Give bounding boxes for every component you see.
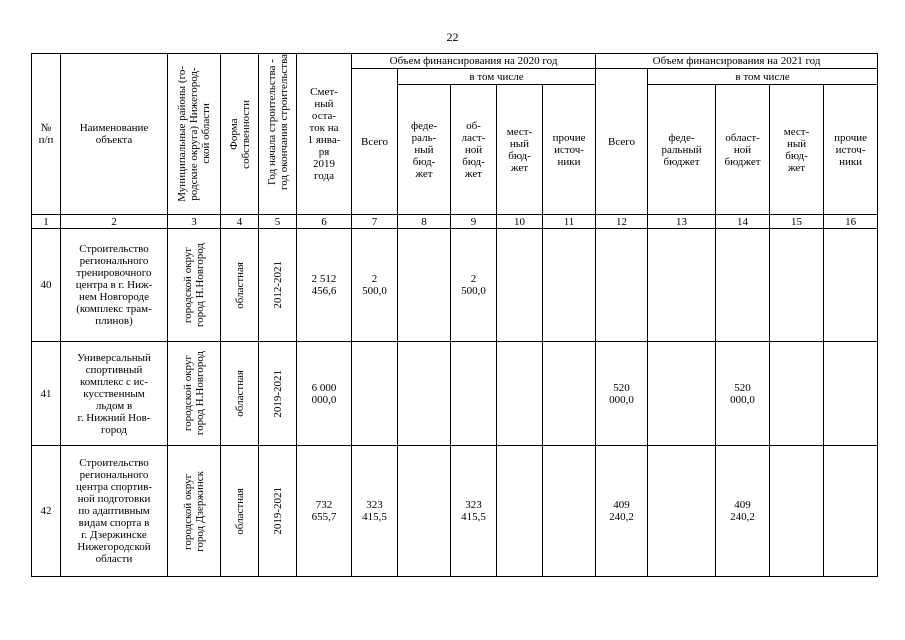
row-oth-2021 [824,229,878,342]
col-num: 9 [451,215,497,229]
header-fed-2020: феде- раль- ный бюд- жет [398,85,451,215]
row-years: 2019-2021 [259,342,297,446]
row-reg-2020: 2 500,0 [451,229,497,342]
col-num: 14 [716,215,770,229]
col-num: 3 [168,215,221,229]
row-loc-2020 [497,446,543,577]
row-years: 2019-2021 [259,446,297,577]
row-reg-2020: 323 415,5 [451,446,497,577]
header-total-2020: Всего [352,69,398,215]
row-ownership: областная [221,229,259,342]
header-total-2021: Всего [596,69,648,215]
col-num: 6 [297,215,352,229]
header-ownership: Форма собственности [221,54,259,215]
row-total-2020: 323 415,5 [352,446,398,577]
row-ownership: областная [221,446,259,577]
row-fed-2020 [398,229,451,342]
row-total-2021 [596,229,648,342]
row-total-2020 [352,342,398,446]
header-oth-2020: прочие источ- ники [543,85,596,215]
row-object-name: Строительство регионального центра спортив- ной подготовки по адаптивным видам спорта в г. Дзержинске Нижегородской области [61,446,168,577]
header-name: Наименование объекта [61,54,168,215]
row-no: 42 [32,446,61,577]
table-row [32,342,878,446]
col-num: 12 [596,215,648,229]
row-loc-2021 [770,446,824,577]
row-loc-2020 [497,229,543,342]
row-oth-2020 [543,229,596,342]
col-num: 8 [398,215,451,229]
row-fed-2021 [648,342,716,446]
row-no: 41 [32,342,61,446]
row-fed-2020 [398,342,451,446]
header-years: Год начала строительства - год окончания строительства [259,54,297,215]
header-incl-2020: в том числе [398,69,596,85]
row-oth-2021 [824,446,878,577]
row-total-2021: 409 240,2 [596,446,648,577]
header-oth-2021: прочие источ- ники [824,85,878,215]
header-no: № п/п [32,54,61,215]
row-district: городской округ город Н.Новгород [168,229,221,342]
col-num: 11 [543,215,596,229]
col-num: 10 [497,215,543,229]
row-loc-2020 [497,342,543,446]
row-ownership: областная [221,342,259,446]
col-num: 5 [259,215,297,229]
row-object-name: Универсальный спортивный комплекс с ис- кусственным льдом в г. Нижний Нов- город [61,342,168,446]
row-district: городской округ город Н.Новгород [168,342,221,446]
table-row [32,229,878,342]
row-oth-2020 [543,446,596,577]
row-no: 40 [32,229,61,342]
row-fed-2021 [648,446,716,577]
col-num: 4 [221,215,259,229]
row-oth-2020 [543,342,596,446]
row-object-name: Строительство регионального тренировочного центра в г. Ниж- нем Новгороде (комплекс трам- плинов) [61,229,168,342]
header-loc-2021: мест- ный бюд- жет [770,85,824,215]
row-total-2021: 520 000,0 [596,342,648,446]
col-num: 1 [32,215,61,229]
col-num: 15 [770,215,824,229]
col-num: 13 [648,215,716,229]
financing-table [31,53,878,577]
header-reg-2020: об- ласт- ной бюд- жет [451,85,497,215]
header-fin-2021: Объем финансирования на 2021 год [596,54,878,69]
header-fed-2021: феде- ральный бюджет [648,85,716,215]
header-estimate: Смет- ный оста- ток на 1 янва- ря 2019 года [297,54,352,215]
header-fin-2020: Объем финансирования на 2020 год [352,54,596,69]
col-num: 7 [352,215,398,229]
row-district: городской округ город Дзержинск [168,446,221,577]
row-oth-2021 [824,342,878,446]
row-loc-2021 [770,342,824,446]
row-total-2020: 2 500,0 [352,229,398,342]
row-estimate: 2 512 456,6 [297,229,352,342]
header-incl-2021: в том числе [648,69,878,85]
row-years: 2012-2021 [259,229,297,342]
header-reg-2021: област- ной бюджет [716,85,770,215]
col-num: 16 [824,215,878,229]
row-reg-2021: 409 240,2 [716,446,770,577]
row-estimate: 732 655,7 [297,446,352,577]
row-loc-2021 [770,229,824,342]
page-number: 22 [446,30,459,44]
row-fed-2020 [398,446,451,577]
row-reg-2021 [716,229,770,342]
row-reg-2021: 520 000,0 [716,342,770,446]
row-estimate: 6 000 000,0 [297,342,352,446]
header-district: Муниципальные районы (го- родские округа) Нижегород- ской области [168,54,221,215]
col-num: 2 [61,215,168,229]
row-reg-2020 [451,342,497,446]
header-loc-2020: мест- ный бюд- жет [497,85,543,215]
row-fed-2021 [648,229,716,342]
table-row [32,446,878,577]
column-number-row [32,215,878,229]
